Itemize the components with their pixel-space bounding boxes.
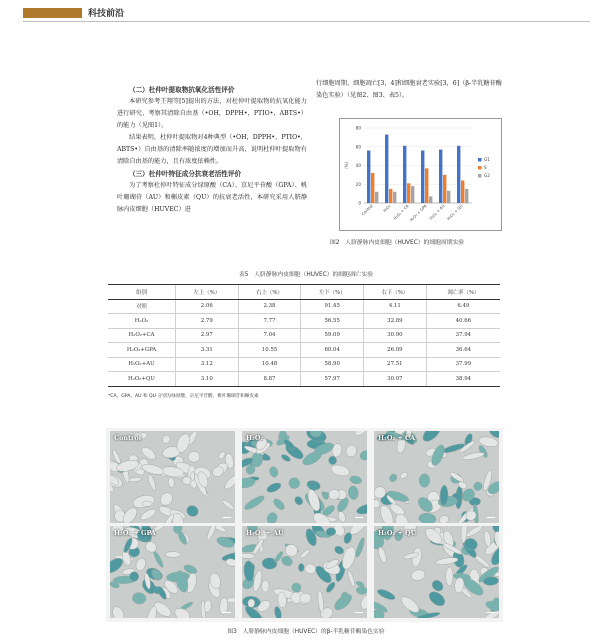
table-cell: H₂O₂+CA [108,328,175,343]
cell-cycle-bar-chart [340,119,501,230]
table-row [108,343,500,358]
table-cell: H₂O₂ [108,314,175,329]
table-cell: 59.09 [301,328,364,343]
micrograph-panel-h2o2-au [242,526,367,618]
table-row [108,372,500,387]
legend-label: G1 [484,157,490,162]
x-tick-label: Control [360,203,374,217]
scale-bar [355,517,363,519]
legend-swatch [478,174,482,178]
micrograph-panel-h2o2-qu [374,526,499,618]
table-header-row [108,285,500,300]
column-header: 右下（%） [364,285,427,300]
legend-label: G2 [484,173,490,178]
paragraph-antiaging: 为了考察杜仲叶特征成分绿原酸（CA）、京尼平苷酸（GPA）、桃叶珊瑚苷（AU）和槲皮素（QU）的抗衰老活性，本研究采用人脐静脉内皮细胞（HUVEC）进 [117,182,307,213]
section-heading-antiaging: （三）杜仲叶特征成分抗衰老活性评价 [129,170,242,178]
figure2-chart [339,118,502,231]
scale-bar [355,612,363,614]
table-cell: H₂O₂+AU [108,357,175,372]
table-cell: 37.94 [426,328,500,343]
table-cell: 10.48 [238,357,301,372]
table-cell: 30.90 [364,328,427,343]
table-cell: 2.97 [175,328,238,343]
table-cell: 7.04 [238,328,301,343]
bar-g2 [411,186,414,203]
x-tick-label: H₂O₂ + AU [428,203,446,221]
table-cell: 3.12 [175,357,238,372]
legend-swatch [478,166,482,170]
bar-s [371,173,374,203]
y-tick-label: 80 [355,125,361,131]
panel-label: H₂O₂ + AU [246,529,284,537]
bar-g2 [393,192,396,203]
figure2-caption: 图2 人脐静脉内皮细胞（HUVEC）的细胞周期实验 [330,240,465,246]
table-cell: 57.97 [301,372,364,387]
table-cell: 36.64 [426,343,500,358]
micrograph-image [374,431,499,523]
bar-g1 [403,146,406,203]
table-cell: 30.07 [364,372,427,387]
y-tick-label: 0 [358,200,361,206]
bar-s [425,168,428,203]
bar-g2 [447,191,450,203]
right-column [316,78,502,102]
section-header-title: 科技前沿 [88,9,125,19]
bar-g2 [429,196,432,203]
table-cell: 10.55 [238,343,301,358]
table-cell: 2.38 [238,299,301,314]
table-row [108,328,500,343]
table-cell: 4.11 [364,299,427,314]
bar-s [389,189,392,203]
x-tick-label: H₂O₂ + QU [445,203,464,222]
bar-g1 [421,151,424,204]
table-row [108,299,500,314]
scale-bar [223,517,231,519]
micrograph-image [242,431,367,523]
micrograph-image [374,526,499,618]
paragraph-method: 本研究参考王翔等[5]提出的方法，对杜仲叶提取物的抗氧化能力进行研究，考察其清除自由基（•OH，DPPH•，PTIO•，ABTS•）的能力（见图1）。 [117,98,307,129]
figure3-caption: 图3 人脐静脉内皮细胞（HUVEC）的β-半乳糖苷酶染色实验 [227,629,385,635]
table-cell: 3.10 [175,372,238,387]
table-cell: 26.09 [364,343,427,358]
table-cell: 40.66 [426,314,500,329]
bar-g2 [375,192,378,203]
table-cell: 38.94 [426,372,500,387]
panel-label: H₂O₂ + CA [378,434,416,442]
header-accent-bar [23,8,82,18]
micrograph-panel-h2o2 [242,431,367,523]
x-tick-label: H₂O₂ + GPA [408,203,428,223]
bar-s [461,181,464,204]
table-cell: 32.89 [364,314,427,329]
bar-g1 [439,150,442,203]
table5-title: 表5 人脐静脉内皮细胞（HUVEC）的细胞凋亡实验 [238,272,374,278]
table5-footnote: *CA、GPA、AU 和 QU 分别为绿原酸、京尼平苷酸、桃叶珊瑚苷和槲皮素 [108,394,259,399]
table-cell: 7.77 [238,314,301,329]
column-header: 左下（%） [301,285,364,300]
legend-label: S [484,165,487,170]
paragraph-result: 结果表明，杜仲叶提取物对4种典型（•OH，DPPH•，PTIO•，ABTS•）自由基的清除率随浓度的增加而升高，说明杜仲叶提取物有清除自由基的能力，且有浓度依赖性。 [117,134,307,165]
y-tick-label: 40 [355,163,361,168]
table-cell: 37.99 [426,357,500,372]
apoptosis-table [108,284,500,387]
table-row [108,314,500,329]
table-cell: 27.51 [364,357,427,372]
y-tick-label: 60 [355,144,361,150]
table-cell: 56.55 [301,314,364,329]
y-tick-label: 20 [355,181,361,187]
legend-swatch [478,158,482,162]
table-cell: 2.79 [175,314,238,329]
paragraph-continued: 行细胞周期、细胞凋亡[3，4]和细胞衰老实验[3，6]（β-半乳糖苷酶染色实验）（见图2、图3、表5）。 [316,80,502,99]
table-cell: H₂O₂+QU [108,372,175,387]
panel-label: H₂O₂ + QU [378,529,417,537]
micrograph-panel-h2o2-ca [374,431,499,523]
x-tick-label: H₂O₂ + CA [392,203,410,221]
table-cell: 对照 [108,299,175,314]
section-heading-antioxidant: （二）杜仲叶提取物抗氧化活性评价 [129,86,235,94]
panel-label: H₂O₂ + GPA [114,529,156,537]
panel-label: Control [114,434,142,442]
bar-g2 [465,189,468,203]
y-axis-label: （%） [344,159,349,172]
column-header: 左上（%） [175,285,238,300]
table-cell: 6.49 [426,299,500,314]
table-cell: 8.87 [238,372,301,387]
bar-g1 [367,151,370,204]
bar-s [443,175,446,203]
table-cell: 2.06 [175,299,238,314]
micrograph-image [242,526,367,618]
header-divider [23,21,590,22]
scale-bar [487,612,495,614]
scale-bar [223,612,231,614]
x-tick-label: H₂O₂ [381,203,392,213]
table-cell: 3.31 [175,343,238,358]
micrograph-panel-h2o2-gpa [110,526,235,618]
bar-g1 [457,146,460,203]
table-cell: 91.45 [301,299,364,314]
bar-g1 [385,135,388,203]
table-cell: 58.90 [301,357,364,372]
figure3-micrographs [106,428,503,622]
panel-label: H₂O₂ [246,434,264,442]
table-row [108,357,500,372]
left-column [117,84,307,216]
micrograph-image [110,431,235,523]
micrograph-image [110,526,235,618]
table-cell: H₂O₂+GPA [108,343,175,358]
table-cell: 60.04 [301,343,364,358]
column-header: 凋亡率（%） [426,285,500,300]
micrograph-panel-control [110,431,235,523]
scale-bar [487,517,495,519]
bar-s [407,183,410,203]
column-header: 组别 [108,285,175,300]
column-header: 右上（%） [238,285,301,300]
